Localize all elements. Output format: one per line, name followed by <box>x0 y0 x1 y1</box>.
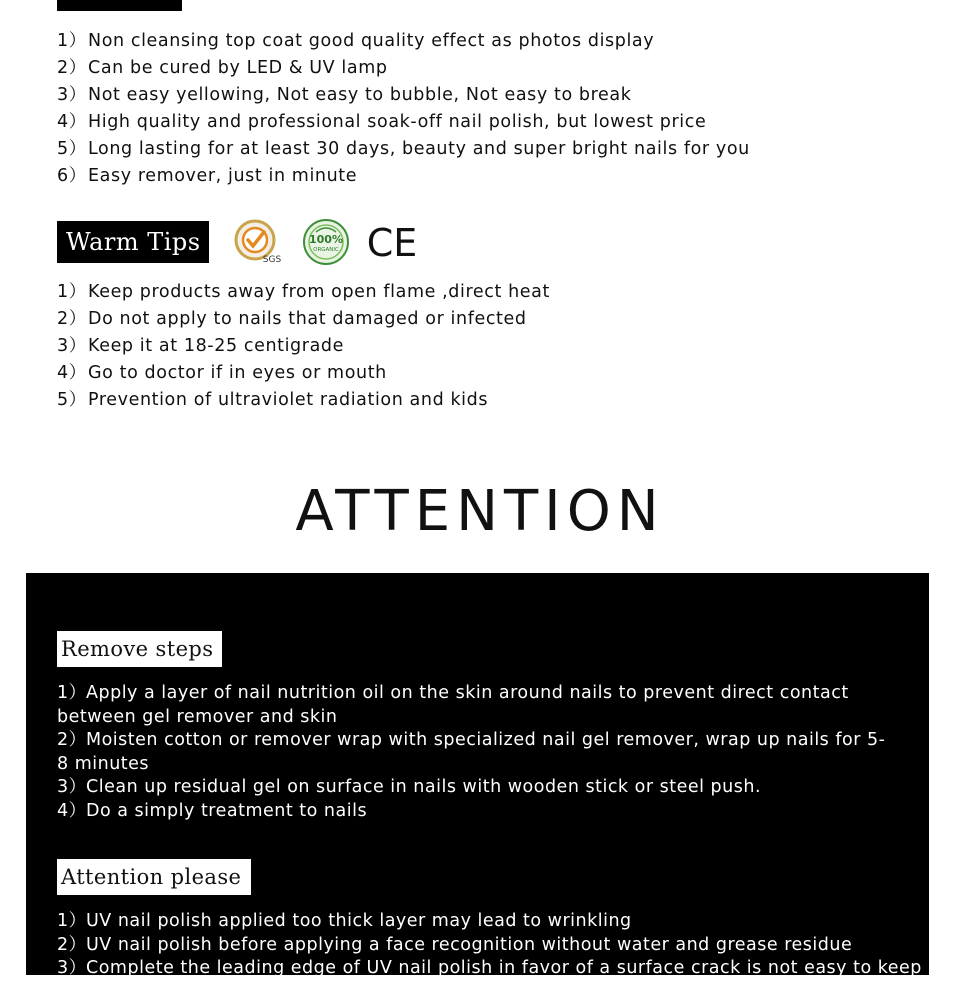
list-item: 2）Do not apply to nails that damaged or infected <box>57 309 527 329</box>
list-item: 1）Keep products away from open flame ,direct heat <box>57 282 550 302</box>
attention-heading: ATTENTION <box>295 479 665 544</box>
remove-steps-title: Remove steps <box>57 631 222 667</box>
list-item: 4）High quality and professional soak-off nail polish, but lowest price <box>57 112 707 132</box>
list-item: 3）Clean up residual gel on surface in nails with wooden stick or steel push. <box>57 777 762 797</box>
list-item: 5）Prevention of ultraviolet radiation and kids <box>57 390 489 410</box>
list-item: 2）Moisten cotton or remover wrap with specialized nail gel remover, wrap up nails for 5-8 minutes <box>57 730 886 774</box>
features-list <box>57 28 750 190</box>
list-item: 2）Can be cured by LED & UV lamp <box>57 58 388 78</box>
organic-certification-icon <box>302 218 350 266</box>
list-item: 1）Non cleansing top coat good quality effect as photos display <box>57 31 655 51</box>
svg-text:SGS: SGS <box>262 255 282 265</box>
warm-tips-list <box>57 279 550 414</box>
list-item: 3）Complete the leading edge of UV nail polish in favor of a surface crack is not easy to keep <box>57 958 922 978</box>
svg-text:ORGANIC: ORGANIC <box>313 247 339 253</box>
section-header-bar <box>57 0 182 11</box>
list-item: 2）UV nail polish before applying a face recognition without water and grease residue <box>57 934 853 955</box>
list-item: 4）Go to doctor if in eyes or mouth <box>57 363 387 383</box>
list-item: 5）Long lasting for at least 30 days, beauty and super bright nails for you <box>57 139 750 159</box>
list-item: 3）Keep it at 18-25 centigrade <box>57 336 344 356</box>
svg-text:100%: 100% <box>309 233 343 246</box>
remove-steps-list <box>57 682 897 823</box>
attention-please-list <box>57 910 922 981</box>
list-item: 6）Easy remover, just in minute <box>57 166 358 186</box>
attention-please-title: Attention please <box>57 859 251 895</box>
warm-tips-title: Warm Tips <box>57 221 209 263</box>
ce-mark-icon <box>366 218 418 266</box>
list-item: 1）Apply a layer of nail nutrition oil on the skin around nails to prevent direct contact between gel remover and skin <box>57 683 849 727</box>
attention-panel <box>26 573 929 978</box>
list-item: 1）UV nail polish applied too thick layer may lead to wrinkling <box>57 911 632 931</box>
svg-text:CE: CE <box>366 221 418 265</box>
list-item: 4）Do a simply treatment to nails <box>57 800 368 821</box>
sgs-certification-icon <box>232 218 284 266</box>
list-item: 3）Not easy yellowing, Not easy to bubble, Not easy to break <box>57 85 632 105</box>
